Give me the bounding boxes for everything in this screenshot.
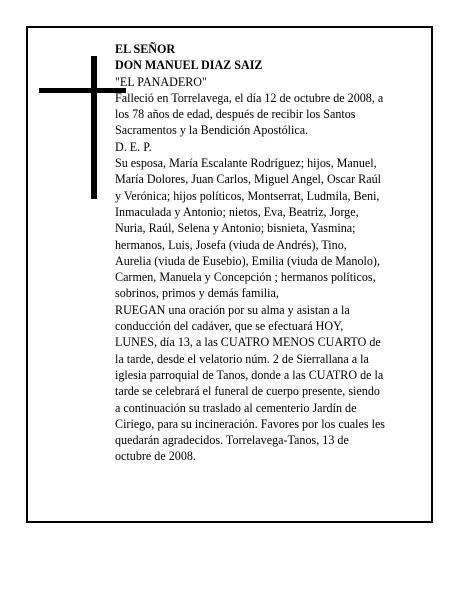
body-line: la tarde, desde el velatorio núm. 2 de Sierrallana a la bbox=[115, 351, 369, 366]
body-line: iglesia parroquial de Tanos, donde a las CUATRO de la bbox=[115, 367, 384, 382]
body-line: María Dolores, Juan Carlos, Miguel Angel, Oscar Raúl bbox=[115, 172, 382, 187]
nickname: "EL PANADERO" bbox=[115, 74, 207, 89]
body-line: hermanos, Luis, Josefa (viuda de Andrés), Tino, bbox=[115, 237, 347, 252]
obituary-text bbox=[115, 41, 423, 465]
body-line: Inmaculada y Antonio; nietos, Eva, Beatriz, Jorge, bbox=[115, 204, 359, 219]
deceased-name: DON MANUEL DIAZ SAIZ bbox=[115, 58, 263, 73]
body-line: Aurelia (viuda de Eusebio), Emilia (viuda de Manolo), bbox=[115, 253, 380, 268]
body-line: a continuación su traslado al cementerio Jardín de bbox=[115, 400, 357, 415]
body-line: y Verónica; hijos políticos, Montserrat, Ludmila, Beni, bbox=[115, 188, 380, 203]
body-line: Ciriego, para su incineración. Favores por los cuales les bbox=[115, 416, 386, 431]
body-line: quedarán agradecidos. Torrelavega-Tanos, 13 de bbox=[115, 433, 349, 448]
body-line: sobrinos, primos y demás familia, bbox=[115, 286, 279, 301]
body-line: Nuria, Raúl, Selena y Antonio; bisnieta, Yasmina; bbox=[115, 221, 356, 236]
body-line: Su esposa, María Escalante Rodríguez; hijos, Manuel, bbox=[115, 156, 377, 171]
obituary-frame bbox=[26, 26, 433, 523]
body-line: RUEGAN una oración por su alma y asistan a la bbox=[115, 302, 350, 317]
body-line: los 78 años de edad, después de recibir los Santos bbox=[115, 107, 356, 122]
cross-horizontal-bar bbox=[39, 88, 126, 93]
notice-heading: EL SEÑOR bbox=[115, 42, 176, 56]
body-line: Sacramentos y la Bendición Apostólica. bbox=[115, 123, 309, 138]
body-line: octubre de 2008. bbox=[115, 449, 196, 464]
rip-line: D. E. P. bbox=[115, 139, 152, 154]
body-line: LUNES, día 13, a las CUATRO MENOS CUARTO de bbox=[115, 335, 381, 350]
body-line: conducción del cadáver, que se efectuará HOY, bbox=[115, 319, 344, 334]
body-line: Falleció en Torrelavega, el día 12 de octubre de 2008, a bbox=[115, 90, 384, 105]
body-line: tarde se celebrará el funeral de cuerpo presente, siendo bbox=[115, 384, 380, 399]
cross-vertical-bar bbox=[91, 56, 97, 199]
body-line: Carmen, Manuela y Concepción ; hermanos políticos, bbox=[115, 270, 376, 285]
